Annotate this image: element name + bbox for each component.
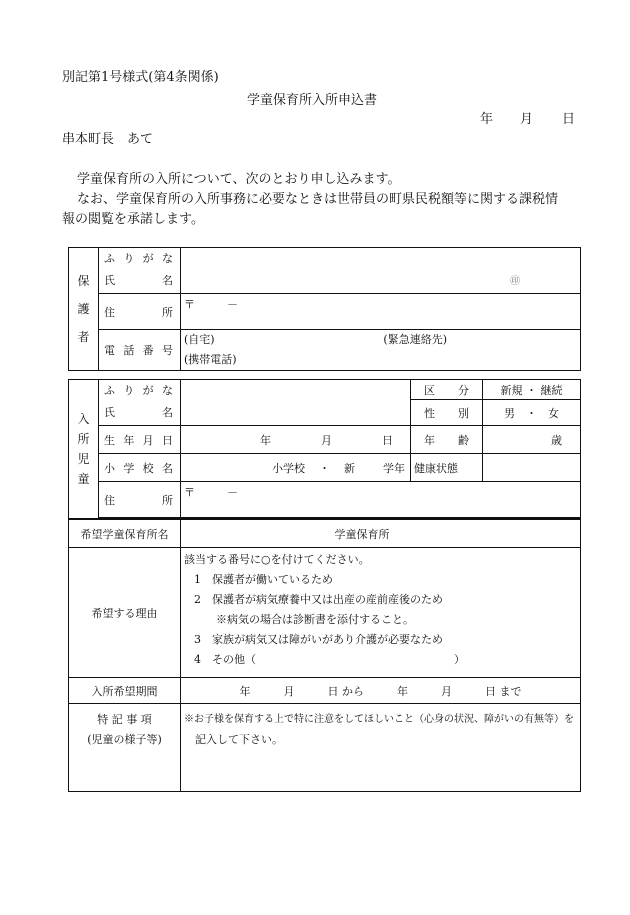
notes-instruction-1: ※お子様を保育する上で特に注意をしてほしいこと（心身の状況、障がいの有無等）を [184,714,574,725]
reason-item-4[interactable]: 4 その他（ ） [194,653,465,666]
reason-instruction: 該当する番号に○を付けてください。 [184,553,370,566]
guardian-name-label: 氏 名 [99,268,181,294]
guardian-address-label: 住 所 [99,294,181,330]
sex-value[interactable]: 男 ・ 女 [483,400,581,426]
date-month-label: 月 [520,112,534,127]
child-address-label: 住 所 [99,482,181,518]
form-number: 別記第1号様式(第4条関係) [62,70,219,85]
reason-label: 希望する理由 [69,548,181,678]
health-label: 健康状態 [411,454,483,482]
category-value[interactable]: 新規 ・ 継続 [483,380,581,400]
reason-item-3[interactable]: 3 家族が病気又は障がいがあり介護が必要なため [194,633,443,646]
reason-item-1[interactable]: 1 保護者が働いているため [194,573,333,586]
reason-item-2-note: ※病気の場合は診断書を添付すること。 [194,613,414,626]
guardian-furigana-label: ふ り が な [99,248,181,268]
child-name-label: 氏 名 [99,400,181,426]
age-label: 年 齢 [411,426,483,454]
intro-line-3: 報の閲覧を承諾します。 [62,212,204,227]
notes-field[interactable] [181,704,581,792]
date-day-label: 日 [562,112,576,127]
child-address-field[interactable]: 〒 － [181,482,581,518]
child-name-field[interactable] [181,380,411,426]
child-table [68,379,581,519]
child-furigana-label: ふ り が な [99,380,181,400]
facility-field[interactable]: 学童保育所 [181,520,581,548]
period-label: 入所希望期間 [69,678,181,704]
school-label: 小 学 校 名 [99,454,181,482]
age-field[interactable]: 歳 [483,426,581,454]
facility-label: 希望学童保育所名 [69,520,181,548]
category-label: 区 分 [411,380,483,400]
guardian-phone-label: 電 話 番 号 [99,330,181,371]
date-year-label: 年 [480,112,494,127]
health-field[interactable] [483,454,581,482]
dob-field[interactable]: 年 月 日 [181,426,411,454]
reason-field[interactable] [181,548,581,678]
intro-line-2: なお、学童保育所の入所事務に必要なときは世帯員の町県民税額等に関する課税情 [77,192,559,207]
notes-label: 特 記 事 項 (児童の様子等) [69,704,181,792]
guardian-phone-field[interactable]: (自宅) (緊急連絡先) (携帯電話) [181,330,581,371]
seal-mark: ㊞ [510,276,520,287]
notes-instruction-2: 記入して下さい。 [184,733,283,746]
form-title: 学童保育所入所申込書 [247,93,378,108]
school-field[interactable]: 小学校 ・ 新 学年 [181,454,411,482]
dob-label: 生 年 月 日 [99,426,181,454]
sex-label: 性 別 [411,400,483,426]
guardian-section-label: 保 護 者 [69,248,99,371]
guardian-table [68,247,581,371]
application-details-table [68,519,581,792]
child-section-label: 入 所 児 童 [69,380,99,519]
guardian-name-field[interactable] [181,248,581,294]
period-field[interactable]: 年 月 日 から 年 月 日 まで [181,678,581,704]
reason-item-2[interactable]: 2 保護者が病気療養中又は出産の産前産後のため [194,593,443,606]
guardian-address-field[interactable]: 〒 － [181,294,581,330]
addressee: 串本町長 あて [62,132,154,147]
intro-line-1: 学童保育所の入所について、次のとおり申し込みます。 [77,172,401,187]
